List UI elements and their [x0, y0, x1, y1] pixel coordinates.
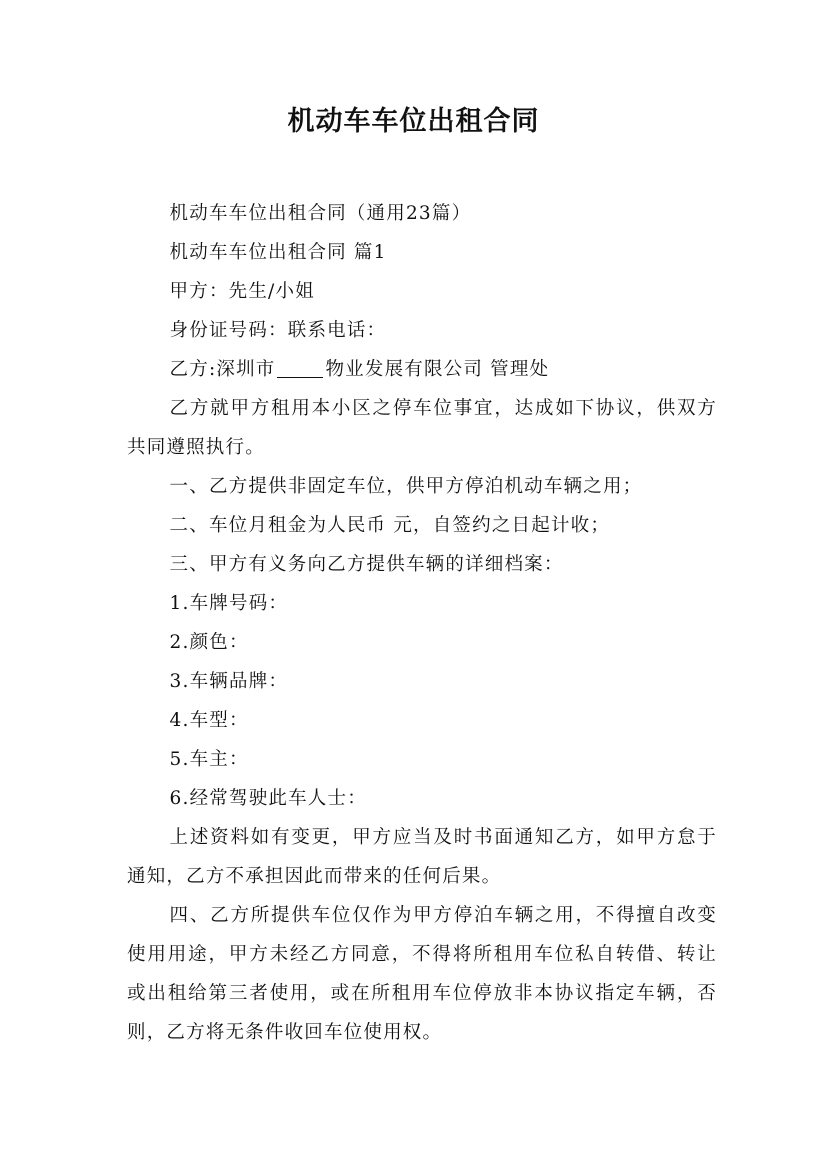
paragraph-party-b: [127, 350, 717, 389]
paragraph-id-phone: 身份证号码：联系电话：: [169, 320, 387, 341]
paragraph-clause-2: 二、车位月租金为人民币 元，自签约之日起计收；: [169, 515, 611, 536]
paragraph-clause-3: 三、甲方有义务向乙方提供车辆的详细档案：: [169, 554, 564, 575]
paragraph-clause-1: 一、乙方提供非固定车位，供甲方停泊机动车辆之用；: [169, 476, 643, 497]
paragraph-item-4: 4.车型：: [169, 710, 249, 731]
paragraph-item-3: 3.车辆品牌：: [169, 671, 289, 692]
blank-underline: [277, 359, 323, 378]
party-b-suffix: 物业发展有限公司 管理处: [325, 359, 550, 380]
paragraph-item-5: 5.车主：: [169, 749, 249, 770]
paragraph-agreement-intro: 乙方就甲方租用本小区之停车位事宜，达成如下协议，供双方共同遵照执行。: [127, 398, 717, 458]
paragraph-section-heading: 机动车车位出租合同 篇1: [169, 242, 387, 263]
party-b-prefix: 乙方:深圳市: [169, 359, 276, 380]
document-body: [127, 194, 717, 1052]
paragraph-party-a: 甲方：先生/小姐: [169, 281, 315, 302]
paragraph-item-6: 6.经常驾驶此车人士：: [169, 788, 367, 809]
document-title: 机动车车位出租合同: [287, 106, 540, 137]
paragraph-item-1: 1.车牌号码：: [169, 593, 289, 614]
paragraph-change-notice: 上述资料如有变更，甲方应当及时书面通知乙方，如甲方怠于通知，乙方不承担因此而带来的任何后果。: [127, 827, 717, 887]
paragraph-item-2: 2.颜色：: [169, 632, 249, 653]
paragraph-clause-4: 四、乙方所提供车位仅作为甲方停泊车辆之用，不得擅自改变使用用途，甲方未经乙方同意，不得将所租用车位私自转借、转让或出租给第三者使用，或在所租用车位停放非本协议指定车辆，否则，乙方将无条件收回车位使用权。: [127, 905, 717, 1043]
paragraph-subtitle: 机动车车位出租合同（通用23篇）: [169, 203, 472, 224]
